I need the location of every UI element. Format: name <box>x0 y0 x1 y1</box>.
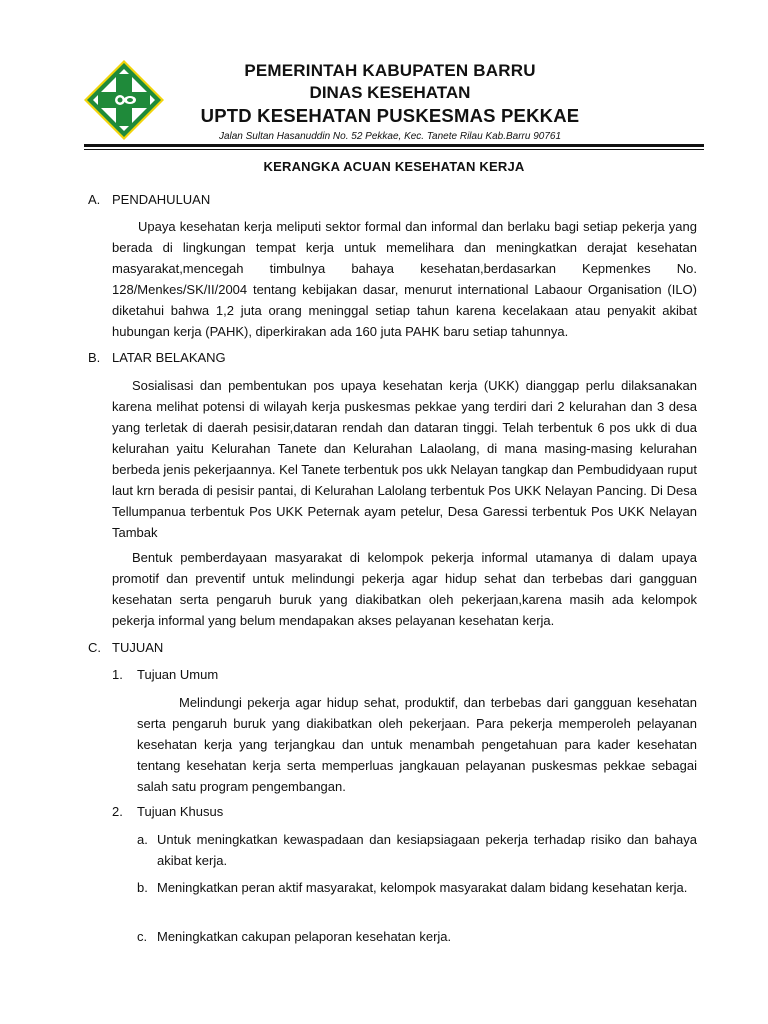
subsection-1-marker: 1. <box>112 667 123 682</box>
list-item-marker: c. <box>137 929 148 944</box>
section-c-title: TUJUAN <box>112 640 164 655</box>
section-b-marker: B. <box>88 350 101 365</box>
puskesmas-cross-logo-icon <box>84 60 164 140</box>
section-a-heading <box>88 191 210 209</box>
subsection-1-title: Tujuan Umum <box>137 667 219 682</box>
list-item-marker: b. <box>137 880 148 895</box>
letterhead <box>180 60 600 144</box>
letterhead-address: Jalan Sultan Hasanuddin No. 52 Pekkae, Kec. Tanete Rilau Kab.Barru 90761 <box>218 131 562 142</box>
section-a-paragraph: Upaya kesehatan kerja meliputi sektor formal dan informal dan berlaku bagi setiap pekerja yang berada di lingkungan tempat kerja untuk memelihara dan meningkatkan derajat kesehatan masyarakat,mencegah timbulnya bahaya kesehatan,berdasarkan Kepmenkes No. 128/Menkes/SK/II/2004 tentang kebijakan dasar, menurut international Labaour Organisation (ILO) diketahui bahwa 1,2 juta orang meninggal setiap tahun karena kecelakaan atau penyakit akibat hubungan kerja (PAHK), diperkirakan ada 160 juta PAHK baru setiap tahunnya. <box>112 219 697 339</box>
letterhead-rule-thin <box>84 149 704 150</box>
list-item-text: Meningkatkan cakupan pelaporan kesehatan kerja. <box>157 929 452 944</box>
subsection-2-title: Tujuan Khusus <box>137 804 224 819</box>
subsection-1-paragraph: Melindungi pekerja agar hidup sehat, produktif, dan terbebas dari gangguan kesehatan serta pengaruh buruk yang diakibatkan oleh pekerjaan. Para pekerja memperoleh pelayanan kesehatan kerja yang terjangkau dan untuk menambah pengetahuan para kader kesehatan tentang kesehatan kerja serta memperluas jangkauan pelayanan puskesmas pekkae sebagai salah satu program pengembangan. <box>137 695 697 794</box>
section-b-heading <box>88 349 226 367</box>
letterhead-rule-thick <box>84 144 704 147</box>
document-title: KERANGKA ACUAN KESEHATAN KERJA <box>263 159 525 174</box>
section-c-marker: C. <box>88 640 101 655</box>
subsection-2-heading <box>112 803 223 821</box>
section-b-title: LATAR BELAKANG <box>112 350 226 365</box>
section-c-heading <box>88 639 163 657</box>
list-item-text: Meningkatkan peran aktif masyarakat, kelompok masyarakat dalam bidang kesehatan kerja. <box>157 880 688 895</box>
section-b-paragraph-2: Bentuk pemberdayaan masyarakat di kelompok pekerja informal utamanya di dalam upaya promotif dan preventif untuk melindungi pekerja agar hidup sehat dan terbebas dari gangguan kesehatan serta pengaruh buruk yang diakibatkan oleh pekerjaan,karena masih ada kelompok pekerja informal yang belum mendapakan akses pelayanan kesehatan kerja. <box>112 550 697 628</box>
subsection-1-heading <box>112 666 218 684</box>
list-item <box>137 926 697 947</box>
list-item <box>137 877 697 898</box>
list-item <box>137 829 697 871</box>
letterhead-government: PEMERINTAH KABUPATEN BARRU <box>244 61 536 80</box>
letterhead-agency: DINAS KESEHATAN <box>309 83 471 102</box>
letterhead-unit: UPTD KESEHATAN PUSKESMAS PEKKAE <box>200 105 580 126</box>
section-a-title: PENDAHULUAN <box>112 192 211 207</box>
list-item-marker: a. <box>137 832 148 847</box>
list-item-text: Untuk meningkatkan kewaspadaan dan kesiapsiagaan pekerja terhadap risiko dan bahaya akibat kerja. <box>157 832 697 868</box>
section-a-marker: A. <box>88 192 101 207</box>
subsection-2-marker: 2. <box>112 804 123 819</box>
section-b-paragraph-1: Sosialisasi dan pembentukan pos upaya kesehatan kerja (UKK) dianggap perlu dilaksanakan karena melihat potensi di wilayah kerja puskesmas pekkae yang terdiri dari 2 kelurahan dan 3 desa yang terletak di daerah pesisir,dataran rendah dan dataran tinggi. Telah terbentuk 6 pos ukk di dua kelurahan yaitu Kelurahan Tanete dan Kelurahan Lalaolang, di mana masing-masing kelurahan berbeda jenis pekerjaannya. Kel Tanete terbentuk pos ukk Nelayan tangkap dan Pembudidyaan ruput laut krn berada di pesisir pantai, di Kelurahan Lalolang terbentuk Pos UKK Nelayan Pancing. Di Desa Tellumpanua terbentuk Pos UKK Peternak ayam petelur, Desa Garessi terbentuk Pos UKK Nelayan Tambak <box>112 378 697 540</box>
